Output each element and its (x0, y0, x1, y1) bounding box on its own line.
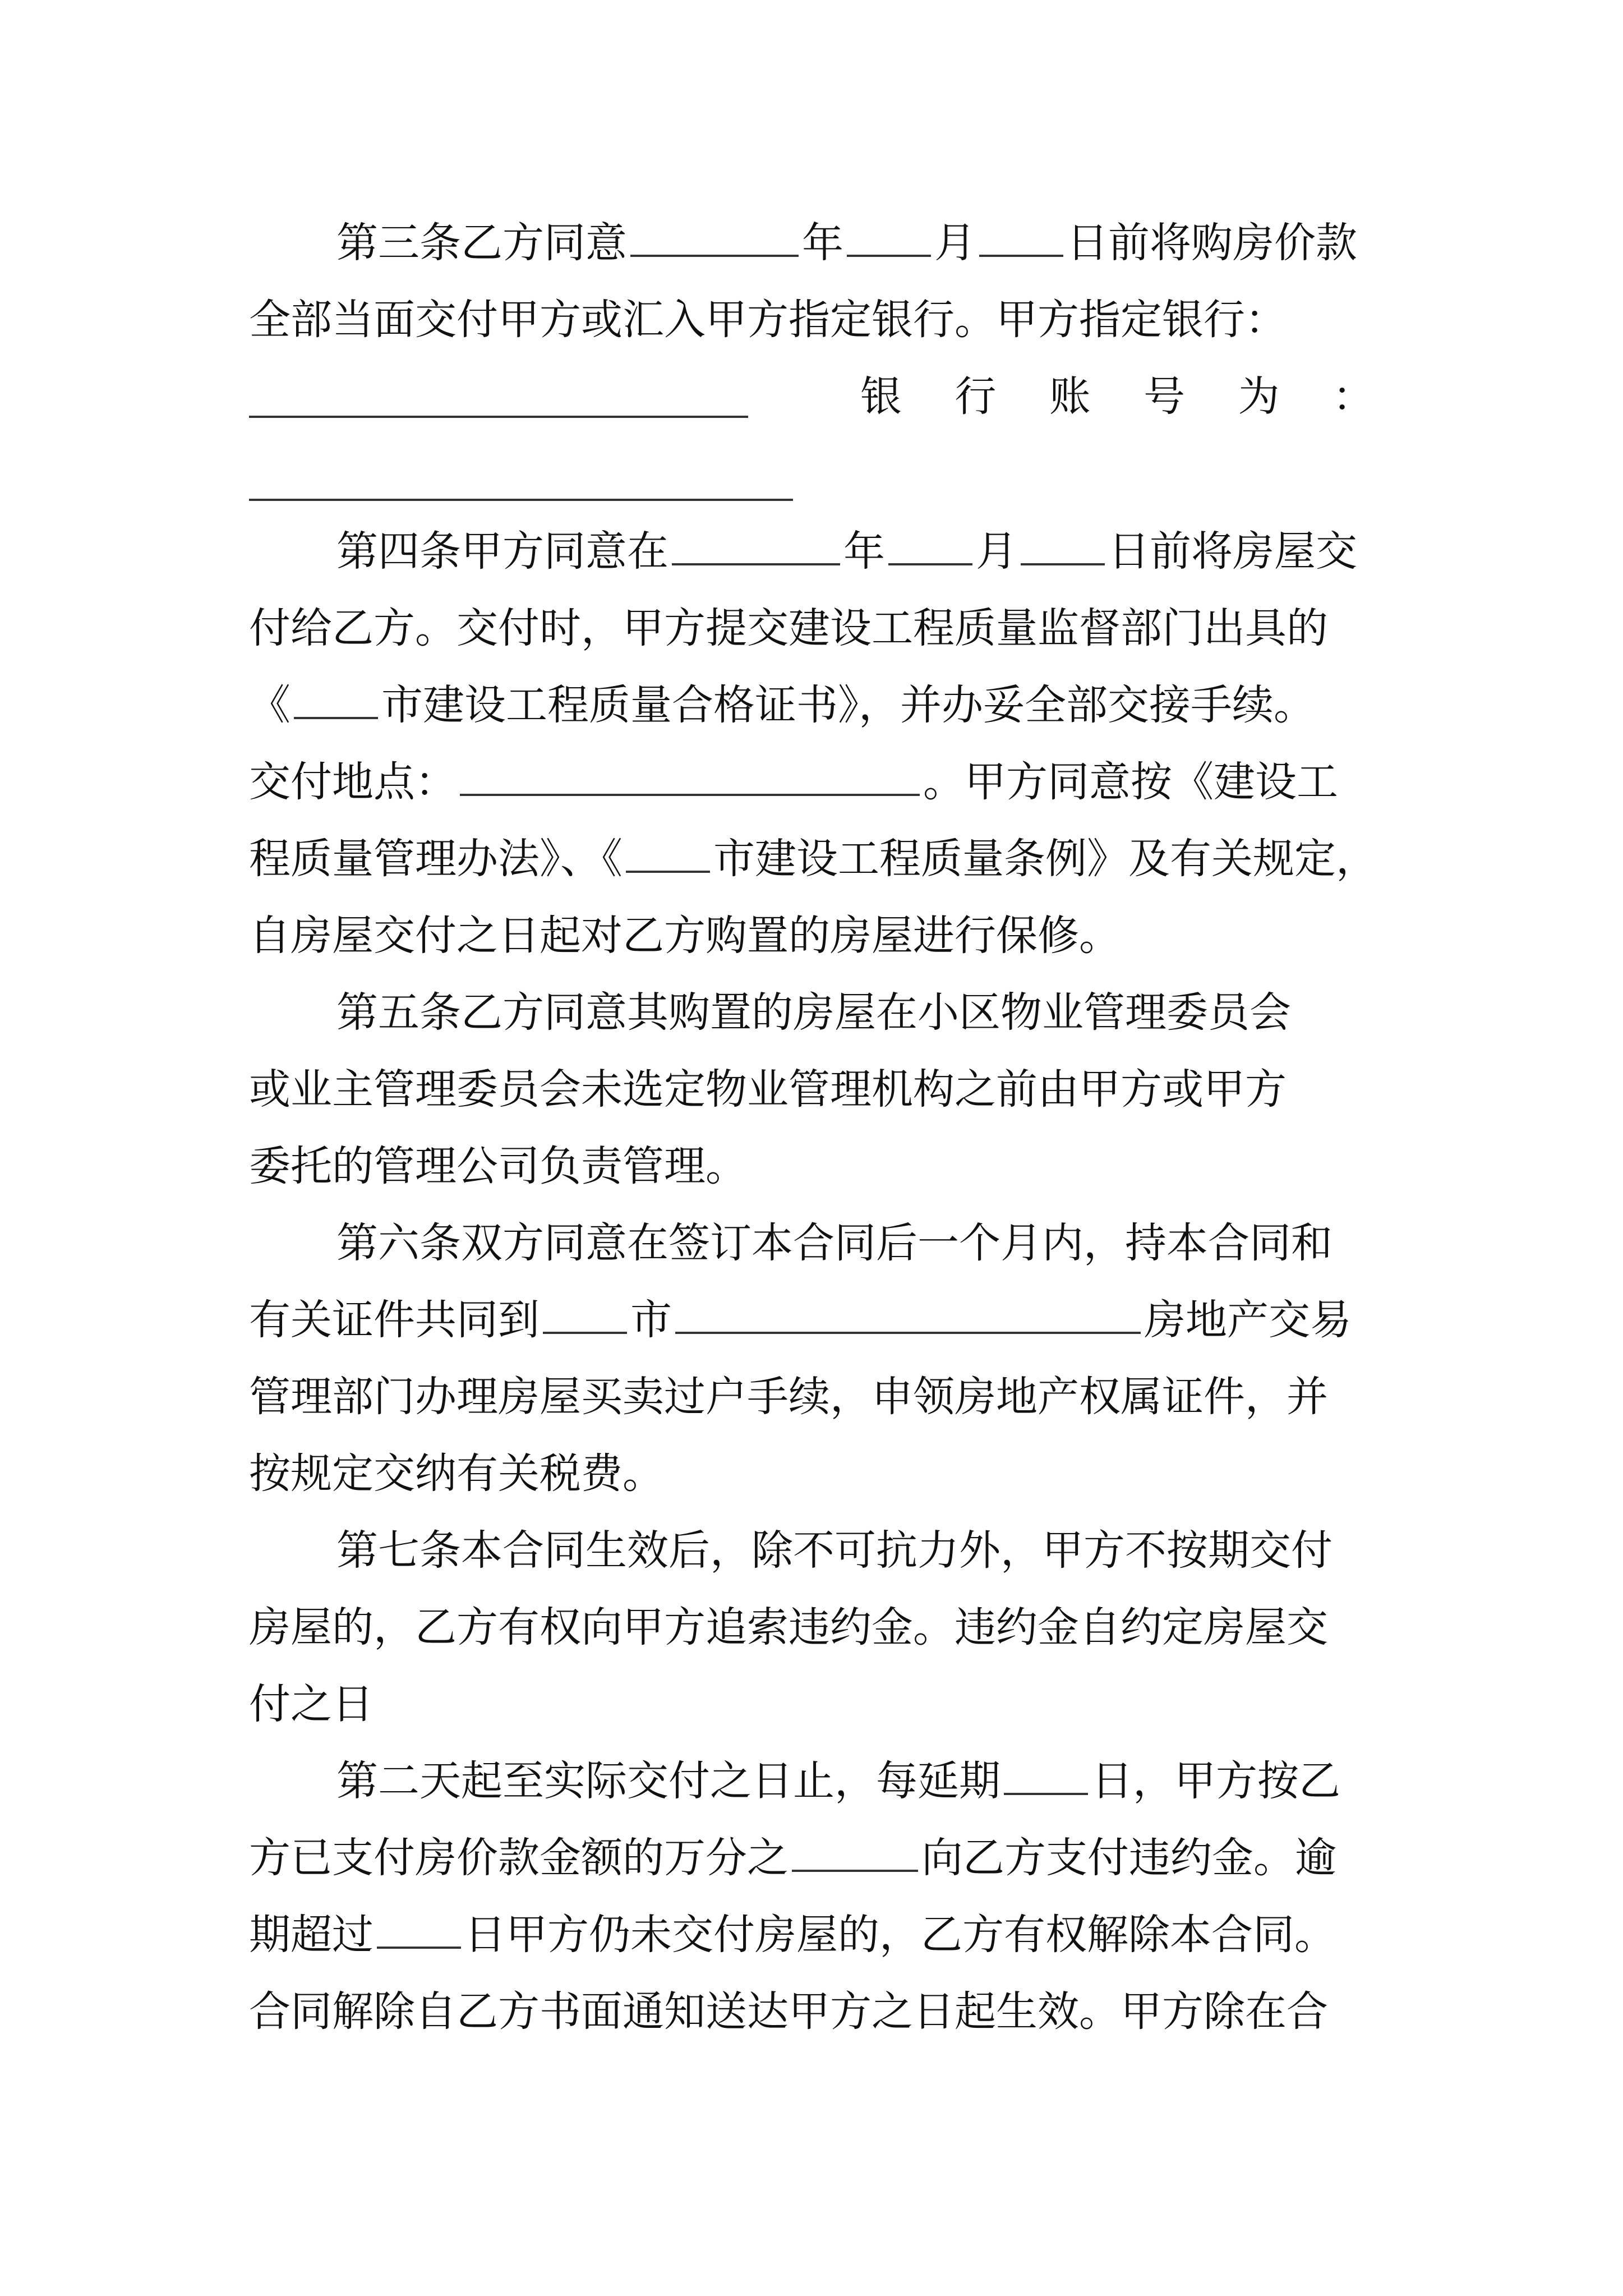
article-7-line-2: 房屋的，乙方有权向甲方追索违约金。违约金自约定房屋交 (249, 1603, 1328, 1651)
blank-month (888, 528, 972, 565)
blank-city (543, 1297, 627, 1334)
article-3-line-3 (249, 358, 1374, 435)
blank-days (1004, 1758, 1088, 1795)
blank-delivery-place (460, 759, 920, 796)
article-5-line-1: 第五条乙方同意其购置的房屋在小区物业管理委员会 (336, 988, 1291, 1037)
article-6-line-2: 有关证件共同到 市 房地产交易 (249, 1296, 1352, 1344)
article-4-line-6: 自房屋交付之日起对乙方购置的房屋进行保修。 (249, 912, 1121, 960)
blank-year (672, 528, 840, 565)
article-5-line-2: 或业主管理委员会未选定物业管理机构之前由甲方或甲方 (249, 1065, 1287, 1114)
article-4-line-1: 第四条甲方同意在 年 月 日前将房屋交 (336, 527, 1357, 576)
article-7-line-3: 付之日 (249, 1680, 374, 1728)
blank-year (630, 220, 799, 257)
bank-account-label: 银 行 账 号 为 ： (860, 372, 1374, 421)
continuation-line-2: 方已支付房价款金额的万分之 向乙方支付违约金。逾 (249, 1834, 1336, 1882)
blank-account-number (249, 459, 793, 501)
text: 第三条乙方同意 (336, 219, 627, 267)
blank-bank-name (249, 376, 748, 418)
article-6-line-4: 按规定交纳有关税费。 (249, 1450, 664, 1498)
article-3-line-1 (336, 205, 1357, 282)
blank-city (626, 836, 710, 873)
article-4-line-3: 《 市建设工程质量合格证书》，并办妥全部交接手续。 (249, 681, 1315, 729)
blank-day (1021, 528, 1105, 565)
blank-district (675, 1297, 1141, 1334)
text: 年 (802, 219, 843, 267)
article-4-line-4: 交付地点： 。甲方同意按《建设工 (249, 758, 1338, 806)
continuation-line-4: 合同解除自乙方书面通知送达甲方之日起生效。甲方除在合 (249, 1987, 1328, 2036)
text: 月 (934, 219, 976, 267)
article-7-line-1: 第七条本合同生效后，除不可抗力外，甲方不按期交付 (336, 1526, 1332, 1575)
blank-city (294, 682, 378, 719)
article-6-line-3: 管理部门办理房屋买卖过户手续，申领房地产权属证件，并 (249, 1373, 1328, 1421)
continuation-line-1: 第二天起至实际交付之日止，每延期 日，甲方按乙 (336, 1757, 1340, 1805)
blank-day (979, 220, 1063, 257)
blank-days (377, 1912, 461, 1949)
article-3-line-2: 全部当面交付甲方或汇入甲方指定银行。甲方指定银行： (249, 296, 1287, 344)
continuation-line-3: 期超过 日甲方仍未交付房屋的，乙方有权解除本合同。 (249, 1911, 1336, 1959)
article-4-line-2: 付给乙方。交付时，甲方提交建设工程质量监督部门出具的 (249, 604, 1328, 652)
text: 日前将购房价款 (1067, 219, 1357, 267)
blank-rate (792, 1835, 918, 1872)
article-4-line-5: 程质量管理办法》、《 市建设工程质量条例》及有关规定， (249, 835, 1377, 883)
article-6-line-1: 第六条双方同意在签订本合同后一个月内，持本合同和 (336, 1219, 1332, 1267)
article-5-line-3: 委托的管理公司负责管理。 (249, 1142, 747, 1190)
blank-month (847, 220, 931, 257)
